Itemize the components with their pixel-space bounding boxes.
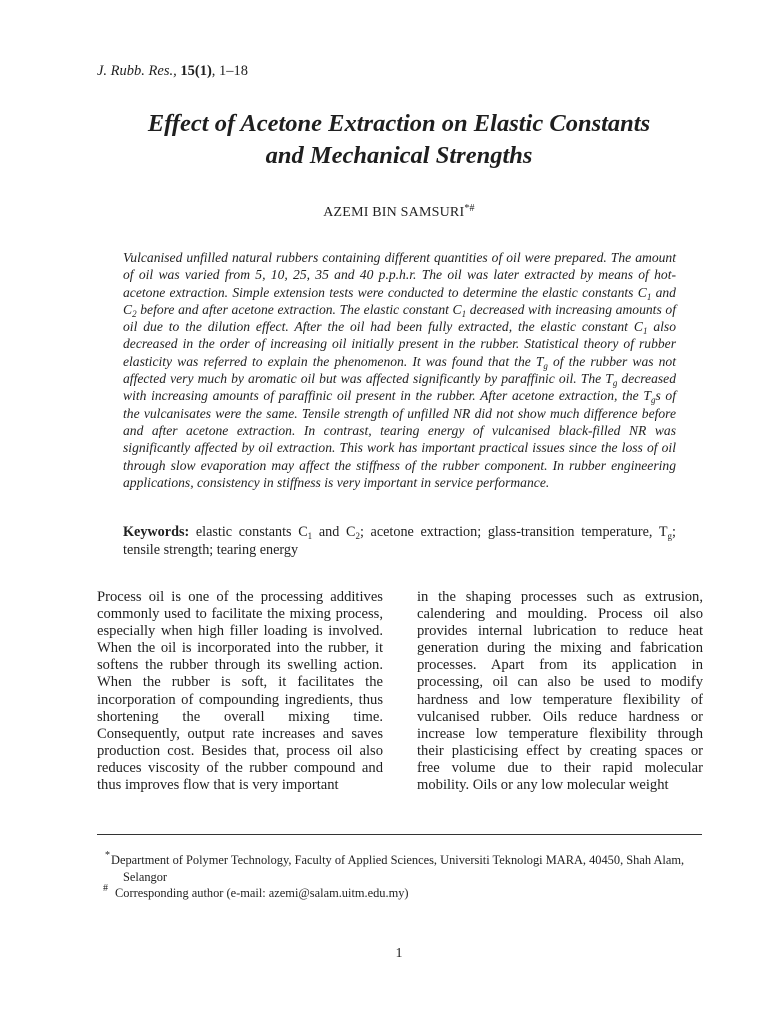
abstract-text: also decreased in the order of increasing oil initially present in the rubber. Statistical theory of rubber elasticity was referred to explain the phenomenon. It was found that the T (123, 319, 676, 369)
article-title (60, 108, 738, 172)
page-range: , 1–18 (211, 63, 249, 79)
abstract-text: and C (123, 284, 676, 317)
corresponding-mark: # (103, 883, 108, 894)
subscript: 2 (355, 531, 360, 541)
abstract-text: decreased with increasing amounts of paraffinic oil present in the rubber. After acetone extraction, the T (123, 371, 677, 404)
keywords-text: elastic constants C (189, 524, 308, 540)
keywords (123, 523, 676, 559)
subscript: 1 (461, 308, 467, 319)
abstract-text: decreased with increasing amounts of oil due to the dilution effect. After the oil had been fully extracted, the elastic constant C (123, 301, 676, 335)
subscript: 2 (132, 308, 137, 319)
title-line-2: and Mechanical Strengths (265, 142, 533, 169)
abstract (123, 249, 676, 491)
abstract-text: Vulcanised unfilled natural rubbers containing different quantities of oil were prepared. The amount of oil was varied from 5, 10, 25, 35 and 40 p.p.h.r. The oil was later extracted by means of hot-acetone extraction. Simple extension tests were conducted to determine the elastic constants C (123, 250, 676, 300)
affiliation-footnote (97, 852, 702, 885)
journal-name: J. Rubb. Res., (97, 63, 177, 79)
keywords-text: ; acetone extraction; glass-transition temperature, T (359, 524, 668, 540)
footnote-divider (97, 834, 702, 835)
journal-citation (97, 62, 248, 80)
footnotes (97, 852, 702, 902)
keywords-text: ; tensile strength; tearing energy (123, 524, 676, 558)
subscript: g (667, 531, 673, 541)
abstract-text: of the rubber was not affected very much by aromatic oil but was affected significantly by paraffinic oil. The T (123, 353, 676, 387)
keywords-text: and C (312, 524, 356, 540)
page-number: 1 (395, 946, 403, 961)
author-marks: *# (464, 203, 475, 214)
subscript: g (543, 360, 548, 371)
affiliation-mark: * (105, 850, 110, 861)
body-column-right: in the shaping processes such as extrusion, calendering and moulding. Process oil also provides internal lubrication to reduce heat generation during the mixing and fabrication processes. Apart from its application in processing, oil can also be used to modify hardness and low temperature flexibility of vulcanised rubber. Oils reduce hardness or increase low temperature flexibility through their plasticising effect by creating spaces or free volume due to their rapid molecular mobility. Oils or any low molecular weight (417, 589, 703, 794)
abstract-text: before and after acetone extraction. The elastic constant C (136, 301, 462, 317)
corresponding-text: Corresponding author (e-mail: azemi@salam.uitm.edu.my) (115, 886, 409, 900)
subscript: 1 (642, 326, 648, 337)
corresponding-footnote (97, 885, 702, 902)
affiliation-text-cont: Selangor (123, 869, 168, 884)
subscript: 1 (307, 531, 313, 541)
volume-issue: 15(1) (180, 63, 212, 79)
author-name: AZEMI BIN SAMSURI (323, 205, 465, 220)
subscript: g (612, 378, 618, 389)
affiliation-text: Department of Polymer Technology, Faculty of Applied Sciences, Universiti Teknologi MARA, 40450, Shah Alam, (111, 853, 685, 867)
subscript: 1 (646, 291, 652, 302)
author-line (0, 199, 768, 223)
abstract-text: s of the vulcanisates were the same. Tensile strength of unfilled NR did not show much difference before and after acetone extraction. In contrast, tearing energy of vulcanised black-filled NR was significantly affected by oil extraction. This work has important practical issues since the loss of oil through slow evaporation may affect the stiffness of the rubber component. In rubber engineering applications, consistency in stiffness is very important in service performance. (123, 388, 676, 490)
body-column-left: Process oil is one of the processing additives commonly used to facilitate the mixing process, especially when high filler loading is involved. When the oil is incorporated into the rubber, it softens the rubber through its swelling action. When the rubber is soft, it facilitates the incorporation of compounding ingredients, thus shortening the overall mixing time. Consequently, output rate increases and saves production cost. Besides that, process oil also reduces viscosity of the rubber compound and thus improves flow that is very important (97, 589, 383, 794)
title-line-1: Effect of Acetone Extraction on Elastic Constants (147, 110, 651, 137)
keywords-label: Keywords: (123, 524, 190, 540)
subscript: g (650, 395, 656, 406)
